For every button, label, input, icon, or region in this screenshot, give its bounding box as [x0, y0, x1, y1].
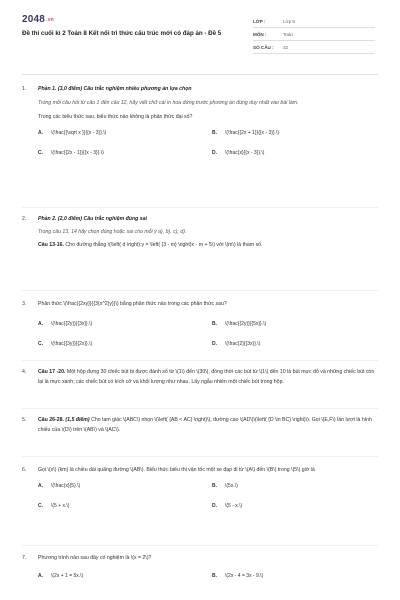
question-6-stem: Gọi \(x\) (km) là chiều dài quãng đường \(AB\). Biểu thức biểu thị vận tốc một xe đạp đi từ \(A\) đến \(B\) trong \(5\) giờ là [38, 467, 315, 473]
meta-subject: MÔN : Toán [253, 28, 375, 41]
option-a[interactable]: A. \(2x + 1 = 5x.\) [38, 573, 84, 579]
question-3-stem: Phân thức \(\frac{{2xy}}{{3{x^2}y}}\) bằng phân thức nào trong các phân thức sau? [38, 301, 227, 307]
exam-meta [253, 15, 375, 54]
question-6: 6. Gọi \(x\) (km) là chiều dài quãng đường \(AB\). Biểu thức biểu thị vận tốc một xe đạp đi từ \(A\) đến \(B\) trong \(5\) giờ là A. \(\frac{x}{5}.\) B. \(5x.\) C. \(5 + x.\) D. \(5 - x.\) [22, 465, 378, 521]
question-4: 4. Câu 17 -20. Một hộp đựng 30 chiếc bút bi được đánh số từ \(1\) đến \(30\), đồng thời các bút từ \(1\) đến 10 là bút mực đỏ và những chiếc bút còn lại là mực xanh; các chiếc bút có kích cỡ và khối lượng như nhau. Lấy ngẫu nhiên một chiếc bút trong hộp. [22, 367, 378, 387]
option-b[interactable]: B. \(\frac{{2x + 1}}{{x - 3}}.\) [212, 130, 280, 136]
question-5: 5. Câu 26-28. (1,5 điểm) Cho tam giác \(ABC\) nhọn \(\left( {AB < AC} \right)\), đường cao \(AD\)\(\left( {D \in BC} \right)\). Gọi \(E,F\) lần lượt là hình chiếu của \(D\) trên \(AB\) và \(AC\). [22, 415, 378, 435]
option-c[interactable]: C. \(\frac{{3y}}{{2x}}.\) [38, 341, 93, 347]
option-b[interactable]: B. \(2x - 4 = 3x - 9.\) [212, 573, 264, 579]
question-3: 3. Phân thức \(\frac{{2xy}}{{3{x^2}y}}\) bằng phân thức nào trong các phân thức sau? A. \(\frac{{2y}}{{3x}}.\) B. \(\frac{{2y}}{{5x}}.\) C. \(\frac{{3y}}{{2x}}.\) D. \(\frac{2}{{3x}}.\) [22, 299, 378, 359]
option-a[interactable]: A. \(\frac{{2y}}{{3x}}.\) [38, 321, 93, 327]
option-d[interactable]: D. \(\frac{2}{{3x}}.\) [212, 341, 261, 347]
option-c[interactable]: C. \(\frac{{2x - 1}}{{x - 3}}.\) [38, 150, 104, 156]
question-2: 2. Phần 2. (2,0 điểm) Câu trắc nghiệm đúng sai Trong câu 13, 14 hãy chọn đúng hoặc sai cho mỗi ý a), b), c), d). Câu 13-16. Cho đường thẳng \(\left( d \right):y = \left( {3 - m} \right)x - m + 5\) với \(m\) là tham số. [22, 214, 378, 250]
meta-class: LỚP : Lớp 8 [253, 15, 375, 28]
question-2-stem: Câu 13-16. Cho đường thẳng \(\left( d \right):y = \left( {3 - m} \right)x - m + 5\) với \(m\) là tham số. [38, 242, 263, 248]
divider [22, 207, 378, 208]
meta-question-count: SỐ CÂU : 32 [253, 41, 375, 54]
option-b[interactable]: B. \(\frac{{2y}}{{5x}}.\) [212, 321, 267, 327]
question-1-instruction: Trong mỗi câu hỏi từ câu 1 đến câu 12, hãy viết chữ cái in hoa đứng trước phương án đúng duy nhất vào bài làm. [38, 100, 299, 106]
option-d[interactable]: D. \(5 - x.\) [212, 503, 243, 509]
divider [22, 408, 378, 409]
divider [22, 545, 378, 546]
divider [22, 456, 378, 457]
exam-page [12, 10, 388, 590]
option-b[interactable]: B. \(5x.\) [212, 483, 238, 489]
page-header [12, 10, 388, 60]
exam-title: Đề thi cuối kì 2 Toán 8 Kết nối tri thức cấu trúc mới có đáp án - Đề 5 [22, 30, 222, 37]
divider [22, 290, 378, 291]
question-1-title: Phần 1. (3,0 điểm) Câu trắc nghiệm nhiều phương án lựa chọn [38, 86, 192, 92]
question-1-stem: Trong các biểu thức sau, biểu thức nào không là phân thức đại số? [38, 114, 193, 120]
divider [22, 360, 378, 361]
question-4-stem: Câu 17 -20. Một hộp đựng 30 chiếc bút bi được đánh số từ \(1\) đến \(30\), đồng thời các bút từ \(1\) đến 10 là bút mực đỏ và những chiếc bút còn lại là mực xanh; các chiếc bút có kích cỡ và khối lượng như nhau. Lấy ngẫu nhiên một chiếc bút trong hộp. [38, 369, 375, 385]
question-7: 7. Phương trình nào sau đây có nghiệm là \(x = 2\)? A. \(2x + 1 = 5x.\) B. \(2x - 4 = 3x - 9.\) [22, 553, 378, 587]
question-2-instruction: Trong câu 13, 14 hãy chọn đúng hoặc sai cho mỗi ý a), b), c), d). [38, 229, 187, 235]
option-c[interactable]: C. \(5 + x.\) [38, 503, 70, 509]
question-1: 1. Phần 1. (3,0 điểm) Câu trắc nghiệm nhiều phương án lựa chọn Trong mỗi câu hỏi từ câu 1 đến câu 12, hãy viết chữ cái in hoa đứng trước phương án đúng duy nhất vào bài làm. Trong các biểu thức sau, biểu thức nào không là phân thức đại số? A. \(\frac{{\sqrt x }}{{x - 3}}.\) B. \(\frac{{2x + 1}}{{x - 3}}.\) C. \(\frac{{2x - 1}}{{x - 3}}.\) D. \(\frac{x}{{x - 3}}.\) [22, 84, 378, 168]
divider [22, 74, 378, 75]
question-7-stem: Phương trình nào sau đây có nghiệm là \(x = 2\)? [38, 555, 152, 561]
option-a[interactable]: A. \(\frac{x}{5}.\) [38, 483, 81, 489]
site-logo[interactable]: 2048.vn [22, 14, 54, 25]
option-a[interactable]: A. \(\frac{{\sqrt x }}{{x - 3}}.\) [38, 130, 107, 136]
question-2-title: Phần 2. (2,0 điểm) Câu trắc nghiệm đúng sai [38, 216, 147, 222]
option-d[interactable]: D. \(\frac{x}{{x - 3}}.\) [212, 150, 265, 156]
question-5-stem: Câu 26-28. (1,5 điểm) Cho tam giác \(ABC\) nhọn \(\left( {AB < AC} \right)\), đường cao \(AD\)\(\left( {D \in BC} \right)\). Gọi \(E,F\) lần lượt là hình chiếu của \(D\) trên \(AB\) và \(AC\). [38, 417, 372, 433]
